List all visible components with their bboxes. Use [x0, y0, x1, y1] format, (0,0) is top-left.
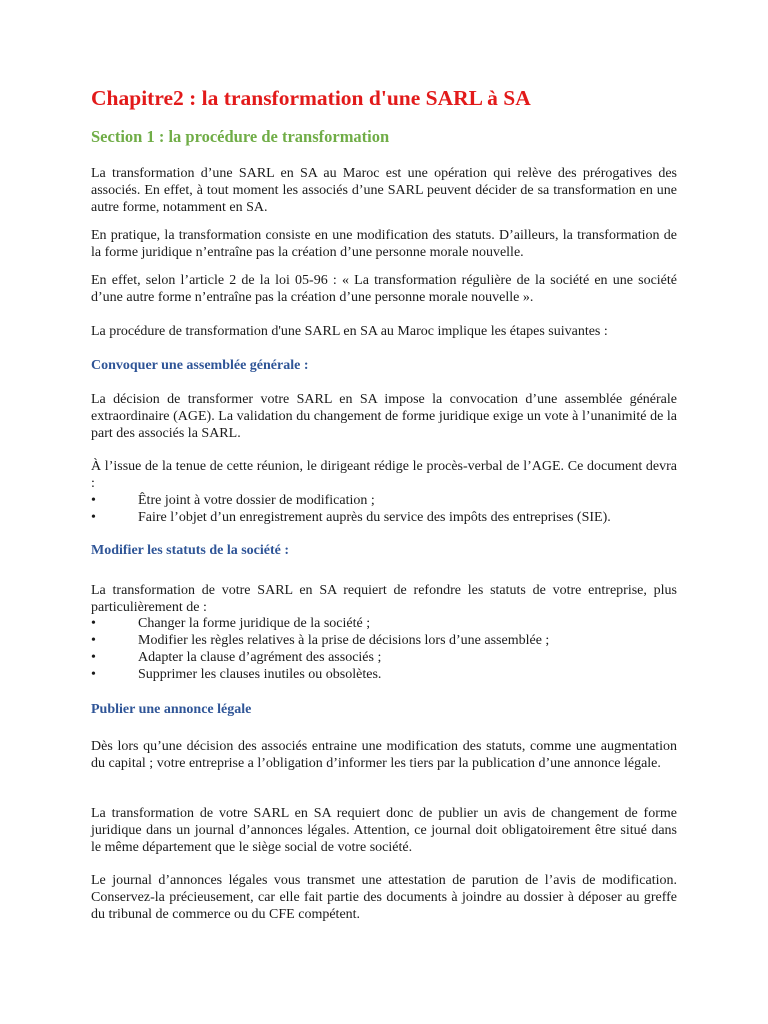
list-item	[91, 632, 677, 649]
bullet-icon: •	[91, 650, 96, 665]
list-item	[91, 509, 677, 526]
chapter-title: Chapitre2 : la transformation d'une SARL à SA	[91, 86, 531, 110]
bullet-icon: •	[91, 616, 96, 631]
bullet-icon: •	[91, 667, 96, 682]
step2-bullet-list	[91, 615, 677, 683]
intro-paragraph-3: En effet, selon l’article 2 de la loi 05-96 : « La transformation régulière de la société en une société d’une autre forme n’entraîne pas la création d’une personne morale nouvelle ».	[91, 273, 677, 305]
list-item-text: Adapter la clause d’agrément des associés ;	[138, 650, 382, 665]
step3-paragraph-3: Le journal d’annonces légales vous transmet une attestation de parution de l’avis de modification. Conservez-la précieusement, car elle fait partie des documents à joindre au dossier à déposer au greffe du tribunal de commerce ou du CFE compétent.	[91, 873, 677, 922]
step1-paragraph-2: À l’issue de la tenue de cette réunion, le dirigeant rédige le procès-verbal de l’AGE. Ce document devra :	[91, 459, 677, 491]
list-item	[91, 649, 677, 666]
list-item-text: Supprimer les clauses inutiles ou obsolètes.	[138, 667, 382, 682]
step3-heading: Publier une annonce légale	[91, 702, 252, 717]
list-item	[91, 666, 677, 683]
step3-paragraph-2: La transformation de votre SARL en SA requiert donc de publier un avis de changement de forme juridique dans un journal d’annonces légales. Attention, ce journal doit obligatoirement être situé dans le même département que le siège social de votre société.	[91, 806, 677, 855]
step3-paragraph-1: Dès lors qu’une décision des associés entraine une modification des statuts, comme une augmentation du capital ; votre entreprise a l’obligation d’informer les tiers par la publication d’une annonce légale.	[91, 739, 677, 771]
step1-heading: Convoquer une assemblée générale :	[91, 358, 309, 373]
bullet-icon: •	[91, 510, 96, 525]
list-item-text: Modifier les règles relatives à la prise de décisions lors d’une assemblée ;	[138, 633, 550, 648]
step1-bullet-list	[91, 492, 677, 526]
intro-paragraph-2: En pratique, la transformation consiste en une modification des statuts. D’ailleurs, la transformation de la forme juridique n’entraîne pas la création d’une personne morale nouvelle.	[91, 228, 677, 260]
intro-paragraph-1: La transformation d’une SARL en SA au Maroc est une opération qui relève des prérogatives des associés. En effet, à tout moment les associés d’une SARL peuvent décider de sa transformation en une autre forme, notamment en SA.	[91, 166, 677, 215]
bullet-icon: •	[91, 493, 96, 508]
list-item	[91, 615, 677, 632]
section-title: Section 1 : la procédure de transformation	[91, 127, 390, 146]
list-item-text: Être joint à votre dossier de modification ;	[138, 493, 375, 508]
step1-paragraph-1: La décision de transformer votre SARL en SA impose la convocation d’une assemblée générale extraordinaire (AGE). La validation du changement de forme juridique exige un vote à l’unanimité de la part des associés la SARL.	[91, 392, 677, 441]
list-item-text: Faire l’objet d’un enregistrement auprès du service des impôts des entreprises (SIE).	[138, 510, 611, 525]
intro-paragraph-4: La procédure de transformation d'une SARL en SA au Maroc implique les étapes suivantes :	[91, 324, 608, 339]
list-item	[91, 492, 677, 509]
step2-paragraph: La transformation de votre SARL en SA requiert de refondre les statuts de votre entreprise, plus particulièrement de :	[91, 583, 677, 615]
step2-heading: Modifier les statuts de la société :	[91, 543, 290, 558]
list-item-text: Changer la forme juridique de la société ;	[138, 616, 371, 631]
bullet-icon: •	[91, 633, 96, 648]
